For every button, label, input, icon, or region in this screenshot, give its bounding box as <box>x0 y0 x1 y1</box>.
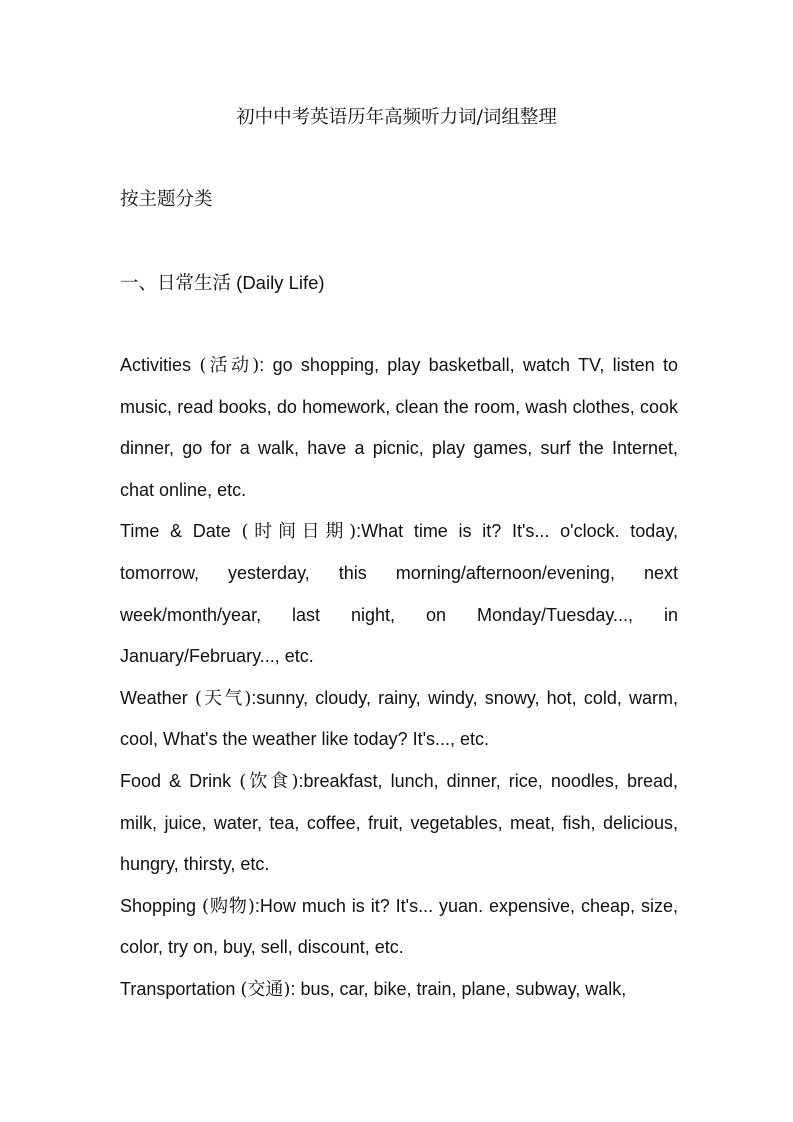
paragraph-text: : bus, car, bike, train, plane, subway, walk, <box>290 978 627 999</box>
paragraph-term-cn: (活动) <box>199 355 260 376</box>
paragraph-activities <box>120 345 678 511</box>
section-content <box>120 345 678 1011</box>
paragraph-term: Transportation <box>120 978 241 999</box>
paragraph-text: :What time is it? It's... o'clock. today, tomorrow, yesterday, this morning/afternoon/evening, next week/month/year, last night, on Monday/Tuesday..., in January/February..., etc. <box>120 521 678 667</box>
section-heading-cn: 一、日常生活 <box>120 273 232 294</box>
paragraph-transportation <box>120 969 678 1011</box>
paragraph-term-cn: (时间日期) <box>241 521 357 543</box>
paragraph-text: :breakfast, lunch, dinner, rice, noodles, bread, milk, juice, water, tea, coffee, fruit, vegetables, meat, fish, delicious, hungry, thirsty, etc. <box>120 770 678 875</box>
section-heading-en: (Daily Life) <box>231 272 325 293</box>
paragraph-text: :sunny, cloudy, rainy, windy, snowy, hot, cold, warm, cool, What's the weather like today? It's..., etc. <box>120 687 679 750</box>
paragraph-term-cn: (购物) <box>202 895 255 917</box>
paragraph-term: Activities <box>120 355 200 375</box>
section-heading <box>120 269 325 298</box>
paragraph-shopping <box>120 886 678 969</box>
paragraph-term-cn: (饮食) <box>239 770 299 792</box>
paragraph-term: Weather <box>120 687 195 708</box>
paragraph-time-date <box>120 511 678 677</box>
paragraph-term: Time & Date <box>120 521 242 542</box>
document-subtitle: 按主题分类 <box>120 189 213 210</box>
paragraph-weather <box>120 678 678 761</box>
paragraph-term: Shopping <box>120 895 203 916</box>
paragraph-text: :How much is it? It's... yuan. expensive, cheap, size, color, try on, buy, sell, discount, etc. <box>120 895 678 958</box>
paragraph-text: : go shopping, play basketball, watch TV, listen to music, read books, do homework, clean the room, wash clothes, cook dinner, go for a walk, have a picnic, play games, surf the Internet, chat online, etc. <box>120 355 678 500</box>
paragraph-food-drink <box>120 761 678 886</box>
paragraph-term-cn: (交通) <box>240 978 291 1000</box>
paragraph-term: Food & Drink <box>120 770 240 791</box>
document-title: 初中中考英语历年高频听力词/词组整理 <box>236 107 557 128</box>
paragraph-term-cn: (天气) <box>194 687 252 709</box>
